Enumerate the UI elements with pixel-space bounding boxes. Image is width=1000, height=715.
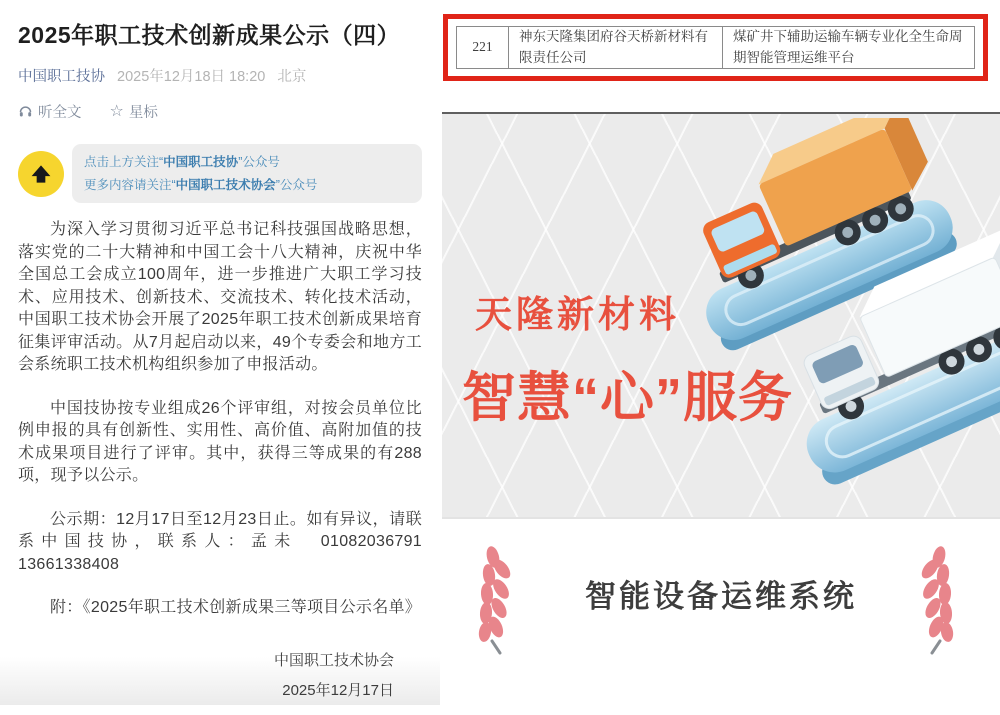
paragraph-4-attachment: 附：《2025年职工技术创新成果三等项目公示名单》 bbox=[50, 599, 422, 617]
account-avatar bbox=[18, 151, 64, 197]
trucks-illustration bbox=[700, 118, 1000, 518]
paragraph-2: 中国技协按专业组成26个评审组，对按会员单位比例申报的具有创新性、实用性、高价值、高附加值的技术成果项目进行了评审。其中，获得三等成果的有288项，现予以公示。 bbox=[18, 399, 422, 485]
banner-line2-prefix: 更多内容请关注“ bbox=[84, 177, 176, 192]
listen-button[interactable] bbox=[18, 101, 82, 122]
paragraph-1: 为深入学习贯彻习近平总书记科技强国战略思想，落实党的二十大精神和中国工会十八大精神，庆祝中华全国总工会成立100周年，进一步推进广大职工学习技术、应用技术、创新技术、交流技术、转化技术活动，中国职工技术协会开展了2025年职工技术创新成果培育征集评审活动。从7月起启动以来，49个专委会和地方工会系统职工技术机构组织参加了申报活动。 bbox=[18, 221, 422, 374]
award-project-cell: 煤矿井下辅助运输车辆专业化全生命周期智能管理运维平台 bbox=[733, 28, 963, 65]
award-index-cell: 221 bbox=[457, 27, 509, 68]
publish-location: 北京 bbox=[277, 69, 307, 86]
banner-line1-prefix: 点击上方关注“ bbox=[84, 155, 164, 170]
page-title: 2025年职工技术创新成果公示（四） bbox=[18, 22, 401, 48]
follow-banner-text bbox=[72, 144, 422, 203]
signature-block bbox=[18, 646, 422, 706]
paragraph-3: 公示期：12月17日至12月23日止。如有异议，请联系中国技协，联系人：孟未 01082036791 13661338408 bbox=[18, 510, 422, 573]
article-meta bbox=[18, 65, 422, 86]
attachment-panel bbox=[440, 0, 1000, 713]
signature-date: 2025年12月17日 bbox=[282, 681, 394, 699]
star-button[interactable] bbox=[110, 101, 158, 122]
highlight-red-frame bbox=[443, 14, 988, 81]
article-panel bbox=[0, 0, 440, 713]
promo-poster bbox=[442, 112, 1000, 715]
up-arrow-icon bbox=[28, 161, 54, 187]
laurel-right-icon bbox=[918, 545, 958, 661]
headphone-icon bbox=[18, 104, 33, 119]
poster-brand-text: 天隆新材料 bbox=[475, 294, 680, 335]
signature-org: 中国职工技术协会 bbox=[273, 651, 394, 669]
follow-banner[interactable] bbox=[18, 144, 422, 203]
banner-line2-suffix: ”公众号 bbox=[275, 177, 318, 192]
listen-label: 听全文 bbox=[38, 105, 82, 122]
poster-footer bbox=[442, 517, 1000, 715]
star-label: 星标 bbox=[128, 105, 158, 122]
poster-slogan-text: 智慧“心”服务 bbox=[462, 368, 793, 428]
banner-line1-suffix: ”公众号 bbox=[238, 155, 280, 170]
publish-date: 2025年12月18日 18:20 bbox=[117, 69, 266, 86]
article-actions bbox=[18, 101, 422, 122]
poster-footer-title: 智能设备运维系统 bbox=[585, 579, 857, 614]
star-icon: ☆ bbox=[109, 102, 124, 120]
banner-line1-bold: 中国职工技协 bbox=[163, 155, 239, 170]
account-link[interactable]: 中国职工技协 bbox=[18, 69, 105, 86]
laurel-left-icon bbox=[474, 545, 514, 661]
banner-line2-bold: 中国职工技术协会 bbox=[175, 177, 276, 192]
award-company-cell: 神东天隆集团府谷天桥新材料有限责任公司 bbox=[509, 27, 723, 68]
award-table-row bbox=[456, 26, 975, 69]
